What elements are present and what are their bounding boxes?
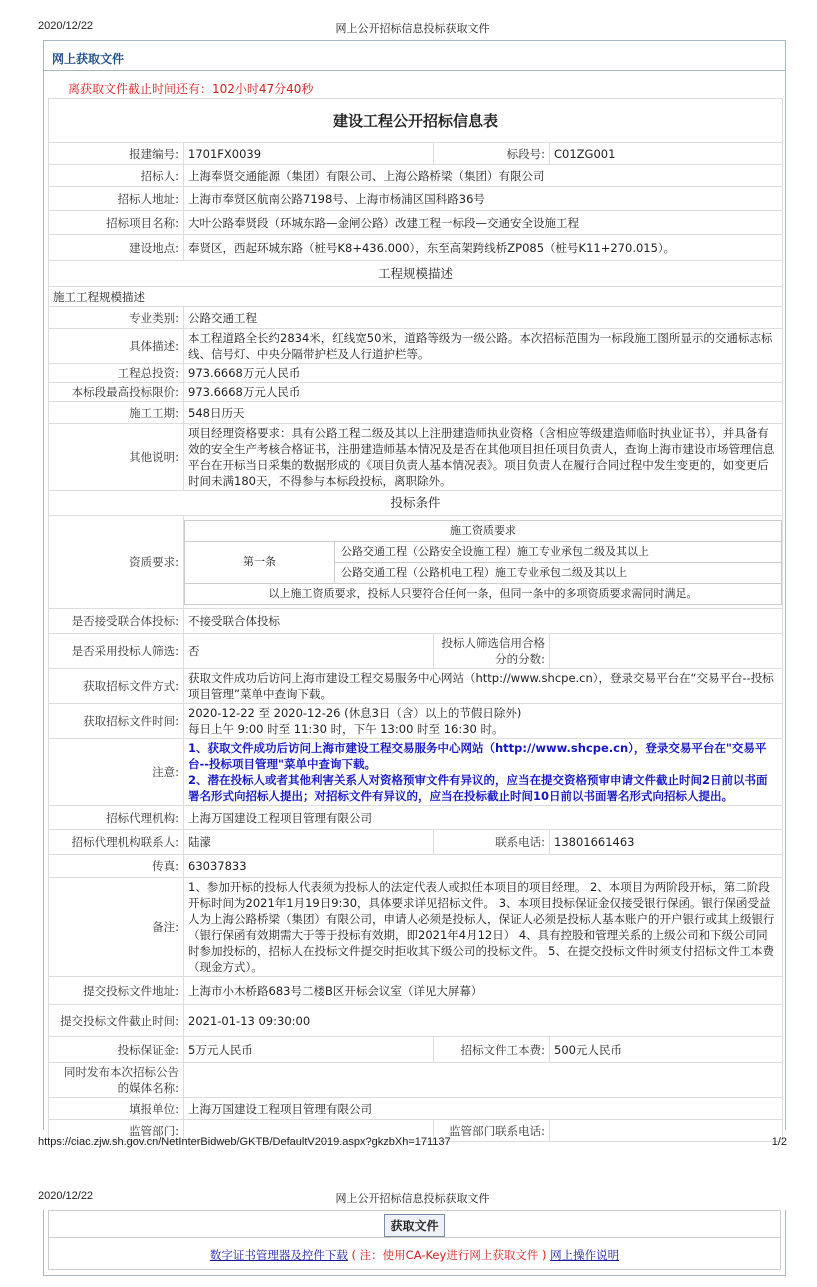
field-label: 监管部门联系电话: bbox=[434, 1120, 550, 1142]
table-row bbox=[49, 307, 783, 329]
field-label: 提交投标文件截止时间: bbox=[49, 1005, 184, 1037]
field-value: 项目经理资格要求：具有公路工程二级及其以上注册建造师执业资格（含相应等级建造师临时执业证书），并具备有效的安全生产考核合格证书，注册建造师基本情况及是否在其他项目担任项目负责人，查询上海市建设市场管理信息平台在开标当日采集的数据形成的《项目负责人基本情况表》。项目负责人在履行合同过程中发生变更的，如变更后时间未满180天，不得参与本标段投标，离职除外。 bbox=[184, 424, 783, 491]
field-label: 备注: bbox=[49, 878, 184, 977]
table-row bbox=[49, 1005, 783, 1037]
field-label: 填报单位: bbox=[49, 1098, 184, 1120]
value-line: 1、获取文件成功后访问上海市建设工程交易服务中心网站（http://www.shcpe.cn），登录交易平台在"交易平台--投标项目管理"菜单中查询下载。 bbox=[188, 741, 767, 771]
print-title: 网上公开招标信息投标获取文件 bbox=[335, 1192, 490, 1205]
field-label: 专业类别: bbox=[49, 307, 184, 329]
countdown-text: 离获取文件截止时间还有：102小时47分40秒 bbox=[68, 82, 314, 96]
print-date: 2020/12/22 bbox=[38, 1190, 94, 1202]
table-row bbox=[49, 364, 783, 383]
field-value: 上海市小木桥路683号二楼B区开标会议室（详见大屏幕） bbox=[184, 977, 783, 1005]
table-row bbox=[49, 806, 783, 830]
field-label: 获取招标文件时间: bbox=[49, 704, 184, 739]
value-line: 2020-12-22 至 2020-12-26 (休息3日（含）以上的节假日除外) bbox=[188, 706, 522, 720]
table-row bbox=[49, 402, 783, 424]
table-row bbox=[49, 235, 783, 261]
field-value: 不接受联合体投标 bbox=[184, 609, 783, 634]
field-value: 上海奉贤交通能源（集团）有限公司、上海公路桥梁（集团）有限公司 bbox=[184, 165, 783, 187]
field-value: 上海万国建设工程项目管理有限公司 bbox=[184, 806, 783, 830]
table-title: 建设工程公开招标信息表 bbox=[49, 99, 783, 143]
field-label: 是否采用投标人筛选: bbox=[49, 634, 184, 669]
field-value bbox=[184, 739, 783, 806]
table-row bbox=[49, 669, 783, 704]
subsection-heading: 施工工程规模描述 bbox=[49, 287, 783, 307]
field-label: 投标人筛选信用合格分的分数: bbox=[434, 634, 550, 669]
table-row bbox=[49, 1037, 783, 1063]
qualification-requirement: 公路交通工程（公路安全设施工程）施工专业承包二级及其以上 bbox=[335, 541, 782, 562]
qualification-requirement: 公路交通工程（公路机电工程）施工专业承包二级及其以上 bbox=[335, 562, 782, 583]
field-value: 否 bbox=[184, 634, 434, 669]
qualification-table bbox=[184, 520, 782, 605]
field-label: 联系电话: bbox=[434, 830, 550, 855]
ca-key-note: ( 注：使用CA-Key进行网上获取文件 ) bbox=[351, 1248, 547, 1262]
value-line: 每日上午 9:00 时至 11:30 时，下午 13:00 时至 16:30 时。 bbox=[188, 722, 504, 736]
table-row bbox=[49, 878, 783, 977]
table-row bbox=[49, 424, 783, 491]
panel-title: 网上获取文件 bbox=[44, 41, 785, 71]
field-label: 招标代理机构联系人: bbox=[49, 830, 184, 855]
field-label: 获取招标文件方式: bbox=[49, 669, 184, 704]
field-value: 973.6668万元人民币 bbox=[184, 364, 783, 383]
table-row bbox=[49, 1098, 783, 1120]
actions-panel bbox=[43, 1210, 786, 1276]
print-header bbox=[38, 20, 787, 35]
field-value: 上海万国建设工程项目管理有限公司 bbox=[184, 1098, 783, 1120]
print-url: https://ciac.zjw.sh.gov.cn/NetInterBidweb/GKTB/DefaultV2019.aspx?gkzbXh=171137 bbox=[38, 1136, 451, 1148]
field-label: 招标文件工本费: bbox=[434, 1037, 550, 1063]
field-label: 施工工期: bbox=[49, 402, 184, 424]
field-value: 上海市奉贤区航南公路7198号、上海市杨浦区国科路36号 bbox=[184, 187, 783, 211]
field-label: 具体描述: bbox=[49, 329, 184, 364]
print-footer bbox=[38, 1136, 787, 1148]
field-label: 本标段最高投标限价: bbox=[49, 383, 184, 402]
field-label: 传真: bbox=[49, 855, 184, 878]
field-value: 2021-01-13 09:30:00 bbox=[184, 1005, 783, 1037]
table-row bbox=[49, 634, 783, 669]
field-value: 548日历天 bbox=[184, 402, 783, 424]
table-row bbox=[49, 609, 783, 634]
print-header-page2 bbox=[38, 1190, 787, 1205]
field-label: 是否接受联合体投标: bbox=[49, 609, 184, 634]
field-value: 陆濛 bbox=[184, 830, 434, 855]
table-row bbox=[49, 261, 783, 287]
table-row bbox=[49, 1063, 783, 1098]
table-row bbox=[49, 855, 783, 878]
field-label: 投标保证金: bbox=[49, 1037, 184, 1063]
field-value: 奉贤区，西起环城东路（桩号K8+436.000），东至高架跨线桥ZP085（桩号K11+270.015）。 bbox=[184, 235, 783, 261]
field-label: 其他说明: bbox=[49, 424, 184, 491]
field-value bbox=[184, 1063, 783, 1098]
get-file-button[interactable]: 获取文件 bbox=[384, 1214, 444, 1237]
field-value: 公路交通工程 bbox=[184, 307, 783, 329]
table-row bbox=[49, 491, 783, 516]
section-heading: 工程规模描述 bbox=[49, 261, 783, 287]
field-value bbox=[550, 634, 783, 669]
table-row bbox=[49, 287, 783, 307]
table-row bbox=[49, 143, 783, 165]
qualification-header: 施工资质要求 bbox=[185, 520, 782, 541]
field-label: 注意: bbox=[49, 739, 184, 806]
qualification-note: 以上施工资质要求，投标人只要符合任何一条，但同一条中的多项资质要求需同时满足。 bbox=[185, 583, 782, 604]
help-link[interactable]: 网上操作说明 bbox=[550, 1248, 620, 1262]
print-title: 网上公开招标信息投标获取文件 bbox=[335, 22, 490, 35]
tender-info-table bbox=[48, 98, 783, 1142]
online-file-panel bbox=[43, 40, 786, 1138]
table-row bbox=[49, 830, 783, 855]
field-value: 13801661463 bbox=[550, 830, 783, 855]
field-value: C01ZG001 bbox=[550, 143, 783, 165]
field-value: 63037833 bbox=[184, 855, 783, 878]
field-label: 同时发布本次招标公告的媒体名称: bbox=[49, 1063, 184, 1098]
table-row bbox=[49, 704, 783, 739]
field-label: 监管部门: bbox=[49, 1120, 184, 1142]
field-value: 本工程道路全长约2834米，红线宽50米，道路等级为一级公路。本次招标范围为一标段施工图所显示的交通标志标线、信号灯、中央分隔带护栏及人行道护栏等。 bbox=[184, 329, 783, 364]
print-date: 2020/12/22 bbox=[38, 20, 94, 32]
field-label: 招标人地址: bbox=[49, 187, 184, 211]
table-row bbox=[49, 739, 783, 806]
field-value: 973.6668万元人民币 bbox=[184, 383, 783, 402]
table-row bbox=[49, 329, 783, 364]
field-label: 建设地点: bbox=[49, 235, 184, 261]
field-label: 工程总投资: bbox=[49, 364, 184, 383]
section-heading: 投标条件 bbox=[49, 491, 783, 516]
table-row bbox=[49, 977, 783, 1005]
field-value: 1701FX0039 bbox=[184, 143, 434, 165]
field-label: 提交投标文件地址: bbox=[49, 977, 184, 1005]
table-row bbox=[49, 383, 783, 402]
field-label: 资质要求: bbox=[49, 516, 184, 609]
table-row bbox=[49, 187, 783, 211]
field-value: 5万元人民币 bbox=[184, 1037, 434, 1063]
field-value: 大叶公路奉贤段（环城东路—金闸公路）改建工程一标段—交通安全设施工程 bbox=[184, 211, 783, 235]
field-label: 标段号: bbox=[434, 143, 550, 165]
qualification-cell bbox=[184, 516, 783, 609]
qualification-item: 第一条 bbox=[185, 541, 335, 583]
field-value bbox=[184, 704, 783, 739]
cert-download-link[interactable]: 数字证书管理器及控件下载 bbox=[209, 1248, 348, 1262]
field-label: 招标项目名称: bbox=[49, 211, 184, 235]
table-row bbox=[49, 211, 783, 235]
field-label: 招标人: bbox=[49, 165, 184, 187]
page-number: 1/2 bbox=[771, 1136, 787, 1148]
field-label: 报建编号: bbox=[49, 143, 184, 165]
field-value: 500元人民币 bbox=[550, 1037, 783, 1063]
field-value: 1、参加开标的投标人代表须为投标人的法定代表人或拟任本项目的项目经理。 2、本项目为两阶段开标，第二阶段开标时间为2021年1月19日9:30，具体要求详见招标文件。 3、本项目投标保证金仅接受银行保函。银行保函受益人为上海公路桥梁（集团）有限公司，申请人必须是投标人，保证人必须是投标人基本账户的开户银行或其上级银行（银行保函有效期需大于等于投标有效期，即2021年4月12日） 4、具有控股和管理关系的上级公司和下级公司同时参加投标的，招标人在投标文件提交时拒收其下级公司的投标文件。 5、在提交投标文件时须支付招标文件工本费（现金方式）。 bbox=[184, 878, 783, 977]
field-value: 获取文件成功后访问上海市建设工程交易服务中心网站（http://www.shcpe.cn），登录交易平台在“交易平台--投标项目管理”菜单中查询下载。 bbox=[184, 669, 783, 704]
table-row bbox=[49, 165, 783, 187]
field-label: 招标代理机构: bbox=[49, 806, 184, 830]
value-line: 2、潜在投标人或者其他利害关系人对资格预审文件有异议的，应当在提交资格预审申请文件截止时间2日前以书面署名形式向招标人提出；对招标文件有异议的，应当在投标截止时间10日前以书面署名形式向招标人提出。 bbox=[188, 773, 768, 803]
table-row bbox=[49, 516, 783, 609]
